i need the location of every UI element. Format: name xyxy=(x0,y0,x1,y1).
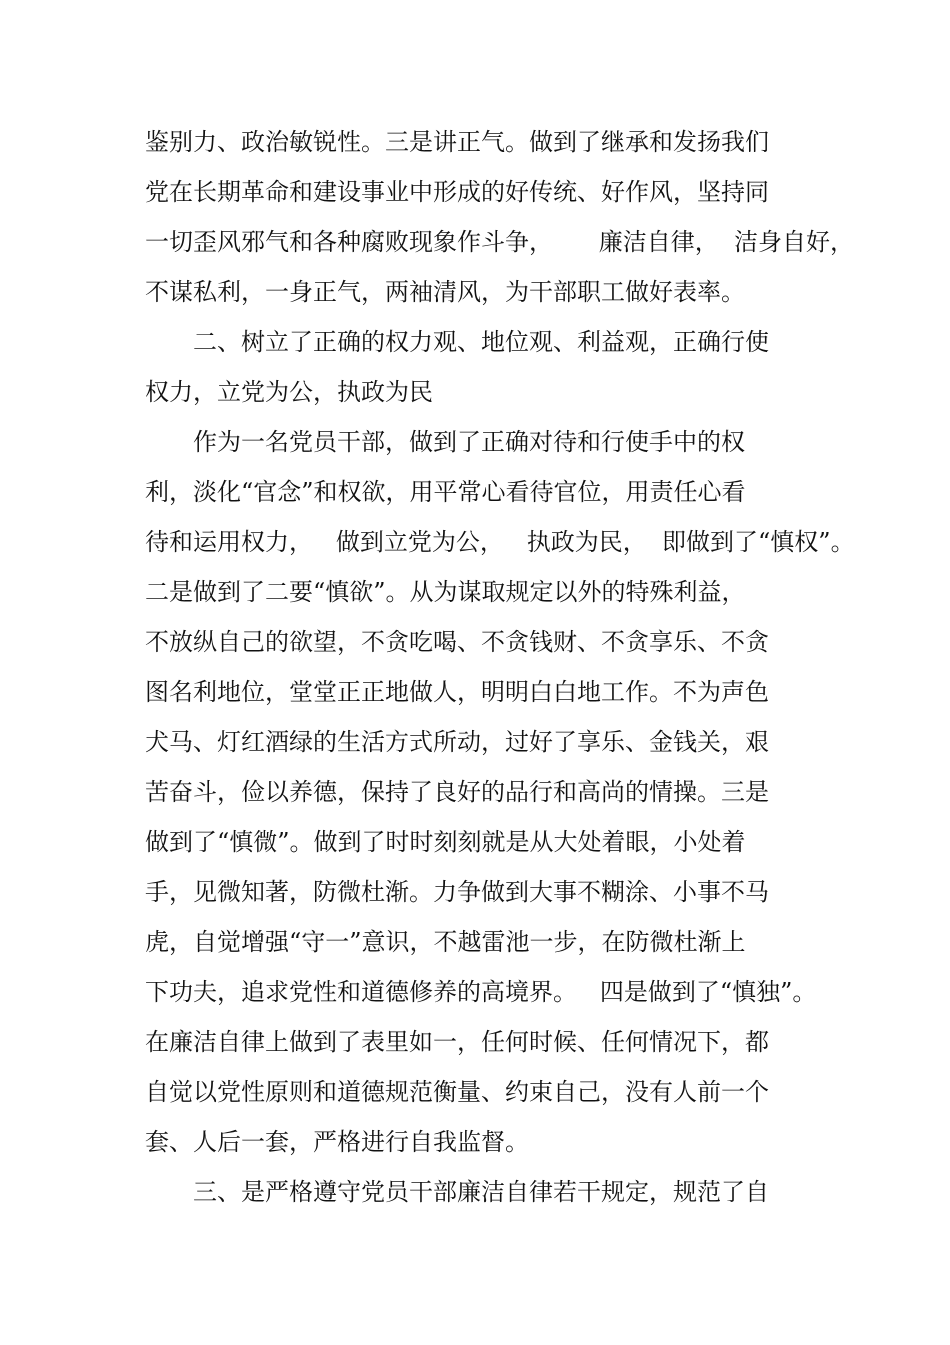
text-line: 二是做到了二要“慎欲”。从为谋取规定以外的特殊利益， xyxy=(145,578,746,606)
text-line: 党在长期革命和建设事业中形成的好传统、好作风，坚持同 xyxy=(145,178,769,206)
text-line: 套、人后一套，严格进行自我监督。 xyxy=(145,1128,529,1156)
text-line: 不放纵自己的欲望，不贪吃喝、不贪钱财、不贪享乐、不贪 xyxy=(145,628,769,656)
text-line: 一切歪风邪气和各种腐败现象作斗争， 廉洁自律， 洁身自好， xyxy=(145,228,855,256)
text-line: 鉴别力、政治敏锐性。三是讲正气。做到了继承和发扬我们 xyxy=(145,128,769,156)
text-line: 利，淡化“官念”和权欲，用平常心看待官位，用责任心看 xyxy=(145,478,746,506)
text-line: 在廉洁自律上做到了表里如一，任何时候、任何情况下，都 xyxy=(145,1028,769,1056)
text-line: 苦奋斗，俭以养德，保持了良好的品行和高尚的情操。三是 xyxy=(145,778,769,806)
section-heading: 二、树立了正确的权力观、地位观、利益观，正确行使 xyxy=(193,328,769,356)
text-line: 权力，立党为公，执政为民 xyxy=(145,378,433,406)
text-line: 待和运用权力， 做到立党为公， 执政为民， 即做到了“慎权”。 xyxy=(145,528,855,556)
text-line: 做到了“慎微”。做到了时时刻刻就是从大处着眼，小处着 xyxy=(145,828,746,856)
text-line: 下功夫，追求党性和道德修养的高境界。 四是做到了“慎独”。 xyxy=(145,978,817,1006)
text-line: 虎，自觉增强“守一”意识，不越雷池一步，在防微杜渐上 xyxy=(145,928,746,956)
paragraph-start: 作为一名党员干部，做到了正确对待和行使手中的权 xyxy=(193,428,745,456)
text-line: 犬马、灯红酒绿的生活方式所动，过好了享乐、金钱关，艰 xyxy=(145,728,769,756)
text-line: 自觉以党性原则和道德规范衡量、约束自己，没有人前一个 xyxy=(145,1078,769,1106)
text-line: 图名利地位，堂堂正正地做人，明明白白地工作。不为声色 xyxy=(145,678,769,706)
text-line: 手，见微知著，防微杜渐。力争做到大事不糊涂、小事不马 xyxy=(145,878,769,906)
text-line: 不谋私利，一身正气，两袖清风，为干部职工做好表率。 xyxy=(145,278,745,306)
section-heading: 三、是严格遵守党员干部廉洁自律若干规定，规范了自 xyxy=(193,1178,769,1206)
